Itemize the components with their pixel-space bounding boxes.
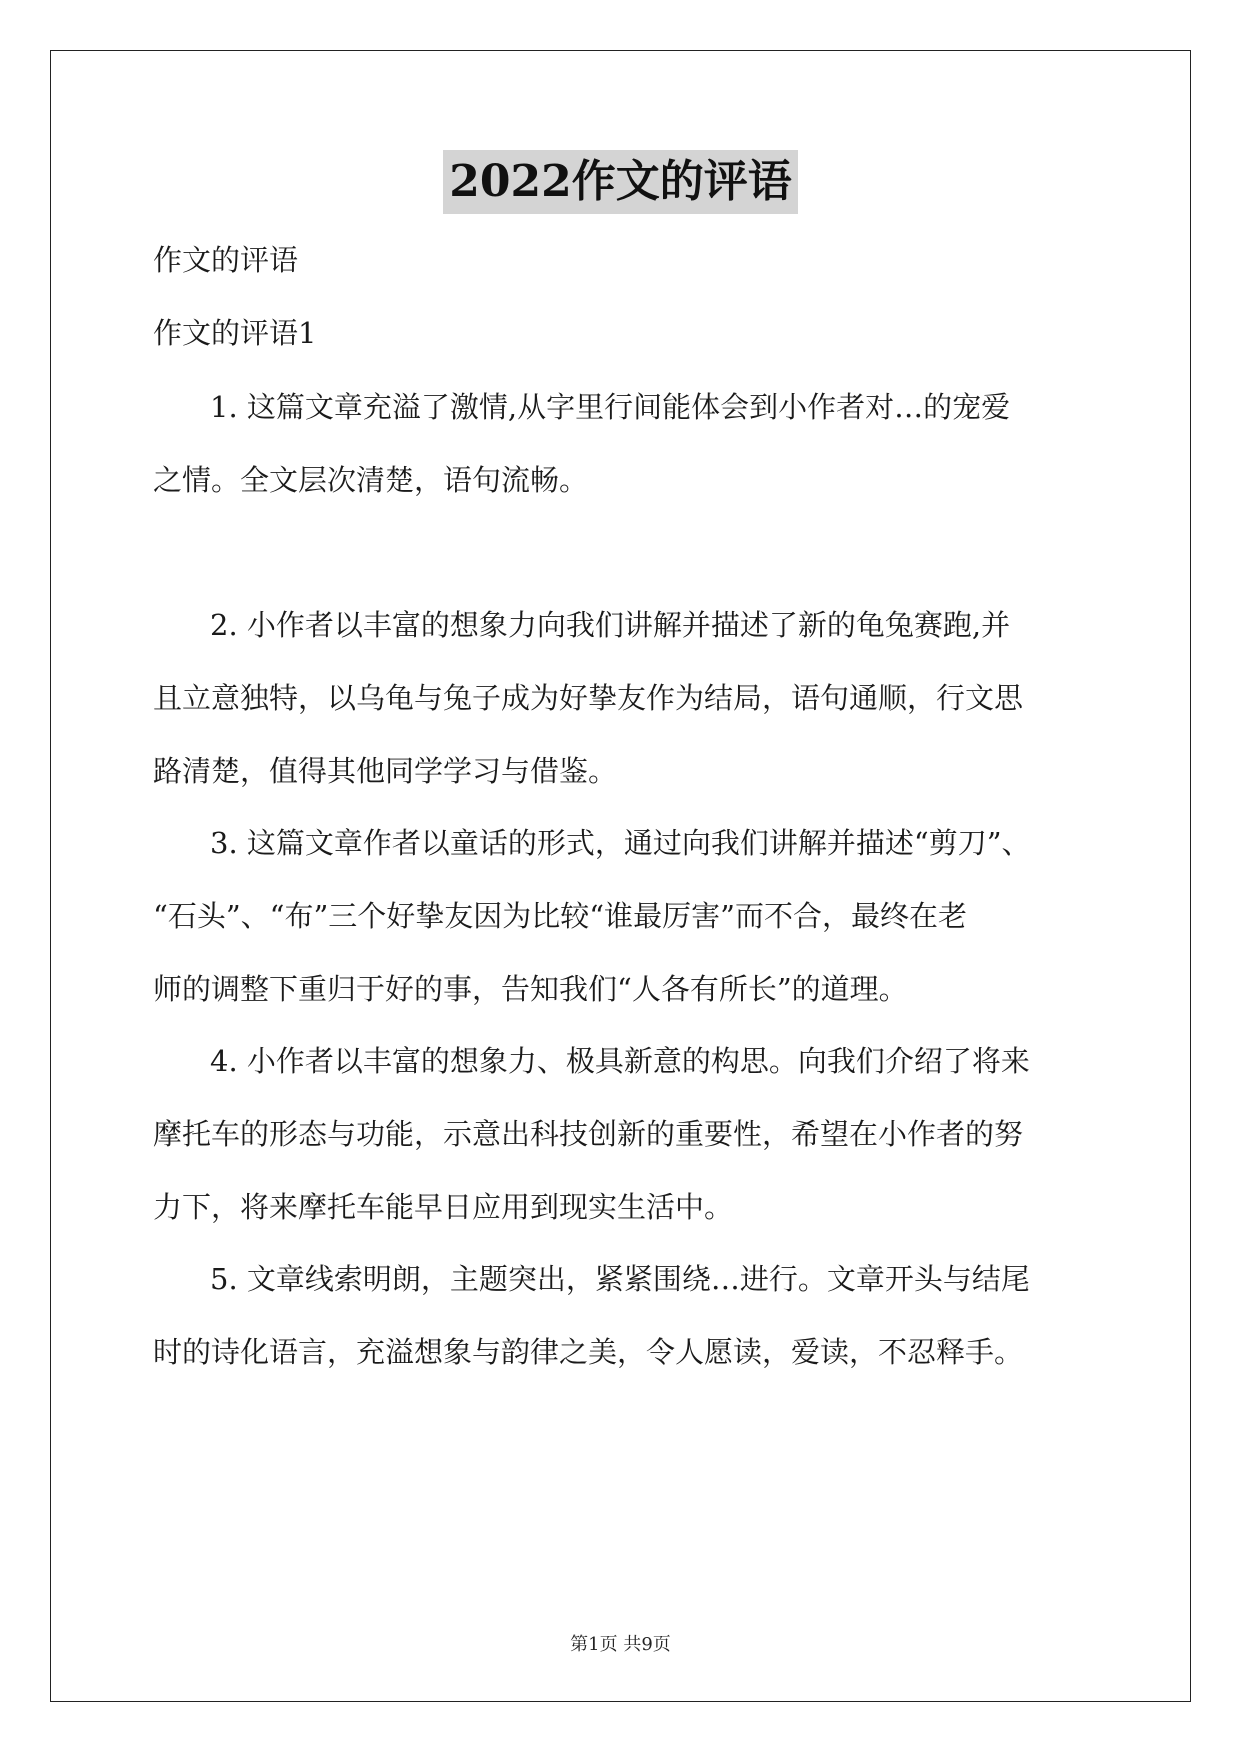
paragraph-line: 2. 小作者以丰富的想象力向我们讲解并描述了新的龟兔赛跑,并 bbox=[210, 608, 1011, 642]
paragraph-line: 4. 小作者以丰富的想象力、极具新意的构思。向我们介绍了将来 bbox=[210, 1044, 1030, 1078]
paragraph-line: 师的调整下重归于好的事，告知我们“人各有所长”的道理。 bbox=[153, 972, 908, 1006]
paragraph-line: 时的诗化语言，充溢想象与韵律之美，令人愿读，爱读，不忍释手。 bbox=[153, 1335, 1024, 1369]
paragraph-line: 1. 这篇文章充溢了激情,从字里行间能体会到小作者对…的宠爱 bbox=[210, 390, 1011, 424]
paragraph-line: 摩托车的形态与功能，示意出科技创新的重要性，希望在小作者的努 bbox=[153, 1117, 1024, 1151]
heading-line: 作文的评语 bbox=[153, 243, 299, 277]
paragraph-line: 且立意独特，以乌龟与兔子成为好挚友作为结局，语句通顺，行文思 bbox=[153, 681, 1024, 715]
subheading-line: 作文的评语1 bbox=[153, 316, 317, 350]
document-title: 2022作文的评语 bbox=[443, 150, 797, 214]
paragraph-line: “石头”、“布”三个好挚友因为比较“谁最厉害”而不合，最终在老 bbox=[153, 899, 967, 933]
paragraph-line: 5. 文章线索明朗，主题突出，紧紧围绕…进行。文章开头与结尾 bbox=[210, 1262, 1030, 1296]
paragraph-line: 力下，将来摩托车能早日应用到现实生活中。 bbox=[153, 1190, 734, 1224]
paragraph-line: 之情。全文层次清楚，语句流畅。 bbox=[153, 463, 589, 497]
page-border bbox=[50, 50, 1191, 1702]
paragraph-line: 3. 这篇文章作者以童话的形式，通过向我们讲解并描述“剪刀”、 bbox=[210, 826, 1031, 860]
paragraph-line: 路清楚，值得其他同学学习与借鉴。 bbox=[153, 754, 618, 788]
title-container bbox=[0, 150, 1241, 214]
page-footer: 第1页 共9页 bbox=[570, 1634, 671, 1655]
